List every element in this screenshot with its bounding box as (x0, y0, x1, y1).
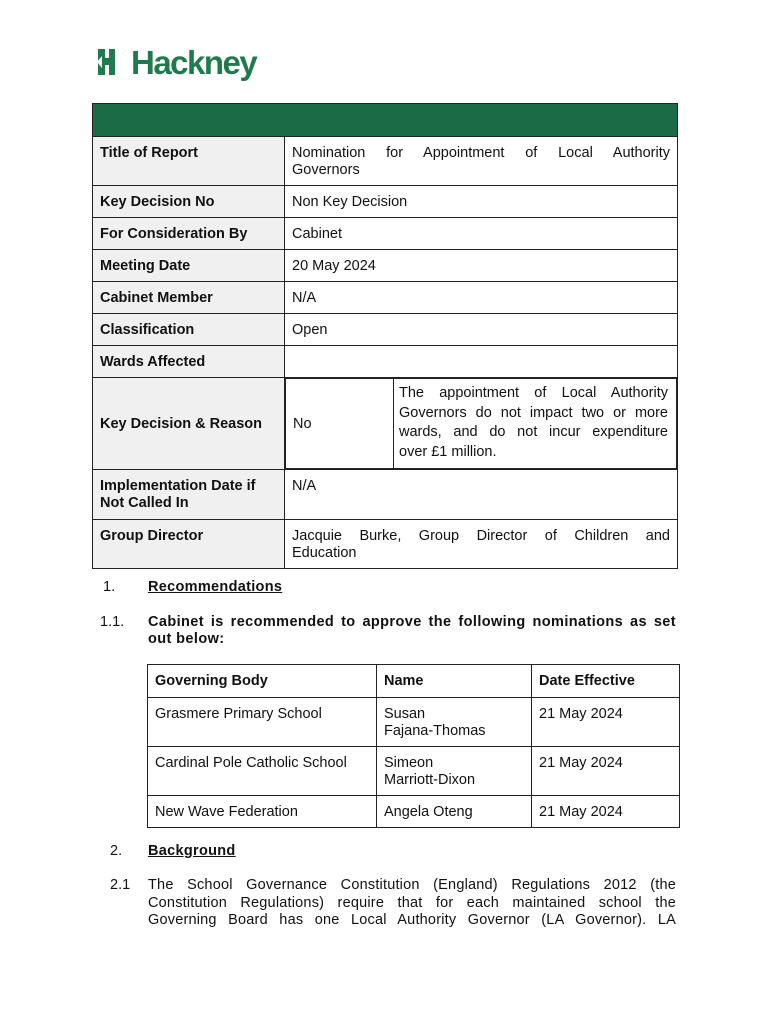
table-row (148, 698, 680, 747)
table-row (148, 747, 680, 796)
table-row (148, 796, 680, 828)
cabinet-member-value: N/A (285, 282, 678, 314)
implementation-label-line1: Implementation Date if (100, 478, 256, 494)
cabinet-member-label: Cabinet Member (93, 282, 285, 314)
classification-value: Open (285, 314, 678, 346)
date-effective-cell: 21 May 2024 (532, 747, 680, 796)
section2-1-text (148, 877, 676, 930)
date-effective-cell: 21 May 2024 (532, 796, 680, 828)
nominee-name-line2: Fajana-Thomas (384, 723, 486, 739)
section2-1-line2: Constitution Regulations) require that for each maintained school the (148, 894, 676, 911)
header-name: Name (377, 665, 532, 698)
hackney-logo (95, 44, 256, 80)
nominee-name-line1: Simeon (384, 755, 434, 771)
key-decision-reason-value: No (286, 379, 394, 469)
title-value (285, 137, 678, 186)
wards-affected-value (285, 346, 678, 378)
key-decision-reason-text (394, 379, 677, 469)
consideration-label: For Consideration By (93, 218, 285, 250)
key-decision-no-value: Non Key Decision (285, 186, 678, 218)
section1-title: Recommendations (148, 579, 283, 595)
governing-body-cell: New Wave Federation (148, 796, 377, 828)
governing-body-cell: Cardinal Pole Catholic School (148, 747, 377, 796)
section1-1-line1: Cabinet is recommended to approve the following nominations as set (148, 614, 676, 630)
header-date-effective: Date Effective (532, 665, 680, 698)
section1-1-number: 1.1. (100, 614, 125, 630)
reason-line4: over £1 million. (399, 443, 497, 460)
title-label: Title of Report (93, 137, 285, 186)
wards-affected-label: Wards Affected (93, 346, 285, 378)
date-effective-cell: 21 May 2024 (532, 698, 680, 747)
nominee-name-line2: Marriott-Dixon (384, 772, 476, 788)
governing-body-cell: Grasmere Primary School (148, 698, 377, 747)
section2-1-number: 2.1 (110, 877, 131, 893)
key-decision-reason-label: Key Decision & Reason (93, 378, 285, 470)
key-decision-reason-inner (285, 378, 677, 469)
group-director-value (285, 520, 678, 569)
implementation-date-value: N/A (285, 470, 678, 520)
nominations-table (147, 664, 680, 828)
hackney-h-mark-icon (95, 46, 129, 78)
key-decision-reason-cell (285, 378, 678, 470)
section2-title: Background (148, 843, 236, 859)
consideration-value: Cabinet (285, 218, 678, 250)
section2-1-line3: Governing Board has one Local Authority Governor (LA Governor). LA (148, 912, 676, 928)
header-banner (93, 104, 678, 137)
reason-line2: Governors do not impact two or more (399, 404, 668, 421)
implementation-date-label (93, 470, 285, 520)
reason-line1: The appointment of Local Authority (399, 385, 668, 401)
nominee-name-cell: Angela Oteng (377, 796, 532, 828)
nominations-header-row (148, 665, 680, 698)
key-decision-no-label: Key Decision No (93, 186, 285, 218)
group-director-line1: Jacquie Burke, Group Director of Children and (292, 528, 670, 544)
header-governing-body: Governing Body (148, 665, 377, 698)
nominee-name-cell (377, 698, 532, 747)
section2-1-line1: The School Governance Constitution (England) Regulations 2012 (the (148, 877, 676, 893)
section2-number: 2. (110, 843, 123, 859)
group-director-line2: Education (292, 545, 357, 561)
classification-label: Classification (93, 314, 285, 346)
report-metadata-table (92, 103, 678, 569)
group-director-label: Group Director (93, 520, 285, 569)
meeting-date-label: Meeting Date (93, 250, 285, 282)
section1-1-line2: out below: (148, 631, 225, 647)
title-value-line1: Nomination for Appointment of Local Authority (292, 145, 670, 161)
nominee-name-line1: Susan (384, 706, 426, 722)
reason-line3: wards, and do not incur expenditure (399, 424, 668, 440)
section1-number: 1. (103, 579, 116, 595)
title-value-line2: Governors (292, 162, 360, 178)
logo-text: Hackney (131, 43, 257, 81)
nominee-name-cell (377, 747, 532, 796)
section1-1-text (148, 614, 676, 648)
implementation-label-line2: Not Called In (100, 495, 189, 511)
meeting-date-value: 20 May 2024 (285, 250, 678, 282)
